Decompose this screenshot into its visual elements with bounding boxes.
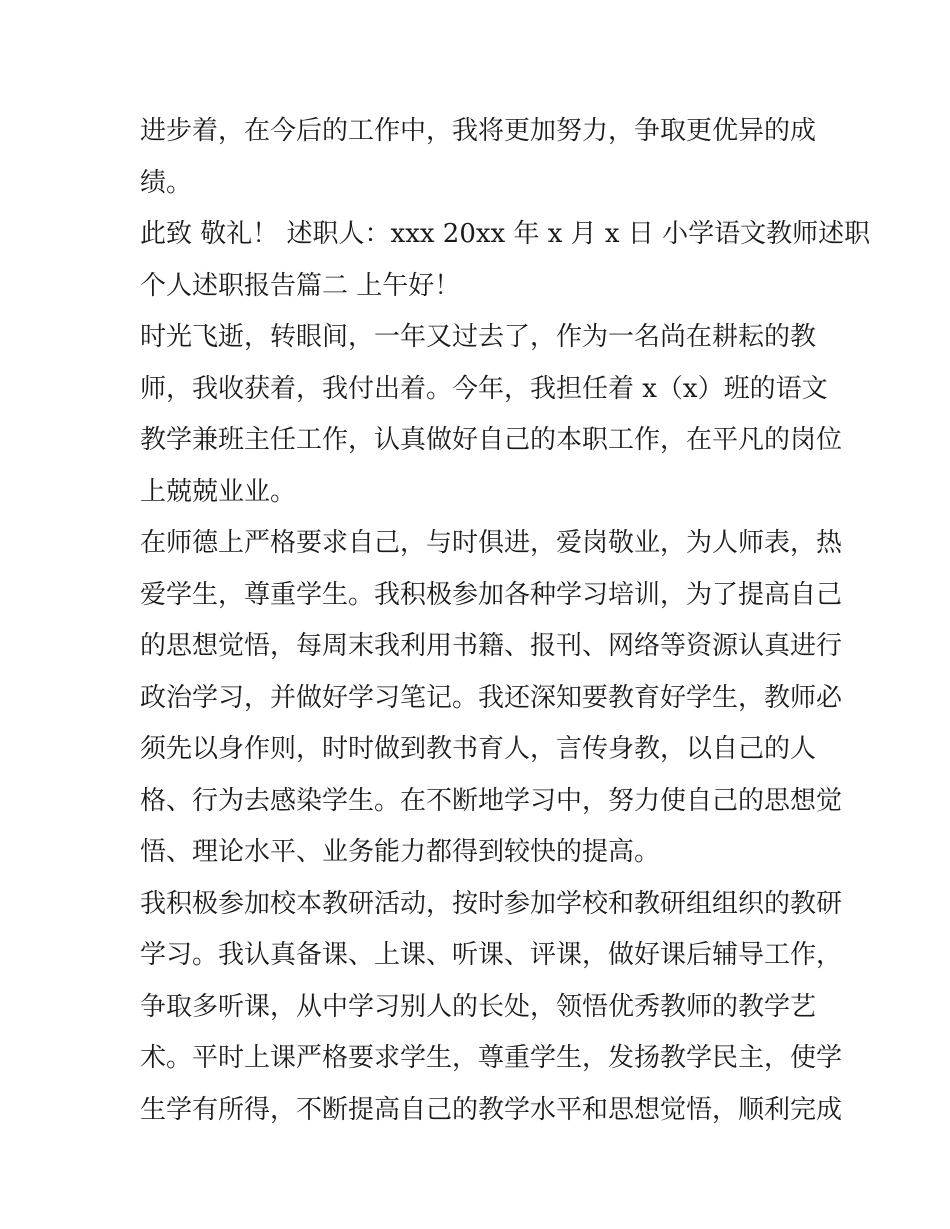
text-line: 进步着，在今后的工作中，我将更加努力，争取更优异的成 — [140, 116, 817, 146]
text-line: 争取多听课，从中学习别人的长处，领悟优秀教师的教学艺 — [140, 991, 817, 1022]
text-line: 生学有所得，不断提高自己的教学水平和思想觉悟，顺利完成 — [140, 1094, 843, 1125]
text-line: 在师德上严格要求自己，与时俱进，爱岗敬业，为人师表，热 — [140, 528, 843, 558]
text-line: 时光飞逝，转眼间，一年又过去了，作为一名尚在耕耘的教 — [140, 322, 817, 352]
document-body — [140, 106, 871, 1136]
text-line: 学习。我认真备课、上课、听课、评课，做好课后辅导工作， — [140, 940, 843, 970]
text-line: 政治学习，并做好学习笔记。我还深知要教育好学生，教师必 — [140, 682, 843, 713]
text-line: 爱学生，尊重学生。我积极参加各种学习培训，为了提高自己 — [140, 579, 843, 610]
text-line: 绩。 — [140, 167, 193, 198]
text-line: 术。平时上课严格要求学生，尊重学生，发扬教学民主，使学 — [140, 1043, 843, 1073]
text-line: 教学兼班主任工作，认真做好自己的本职工作，在平凡的岗位 — [140, 425, 843, 455]
text-line: 格、行为去感染学生。在不断地学习中，努力使自己的思想觉 — [140, 785, 843, 816]
text-line: 个人述职报告篇二 上午好！ — [140, 270, 461, 301]
text-line: 上兢兢业业。 — [140, 476, 297, 507]
text-line: 悟、理论水平、业务能力都得到较快的提高。 — [140, 837, 661, 867]
text-line: 须先以身作则，时时做到教书育人，言传身教，以自己的人 — [140, 734, 817, 764]
text-line: 的思想觉悟，每周末我利用书籍、报刊、网络等资源认真进行 — [140, 631, 843, 661]
text-line: 我积极参加校本教研活动，按时参加学校和教研组组织的教研 — [140, 888, 843, 919]
text-line: 此致 敬礼！ 述职人：xxx 20xx 年 x 月 x 日 小学语文教师述职 — [140, 219, 871, 249]
text-line: 师，我收获着，我付出着。今年，我担任着 x（x）班的语文 — [140, 373, 828, 404]
